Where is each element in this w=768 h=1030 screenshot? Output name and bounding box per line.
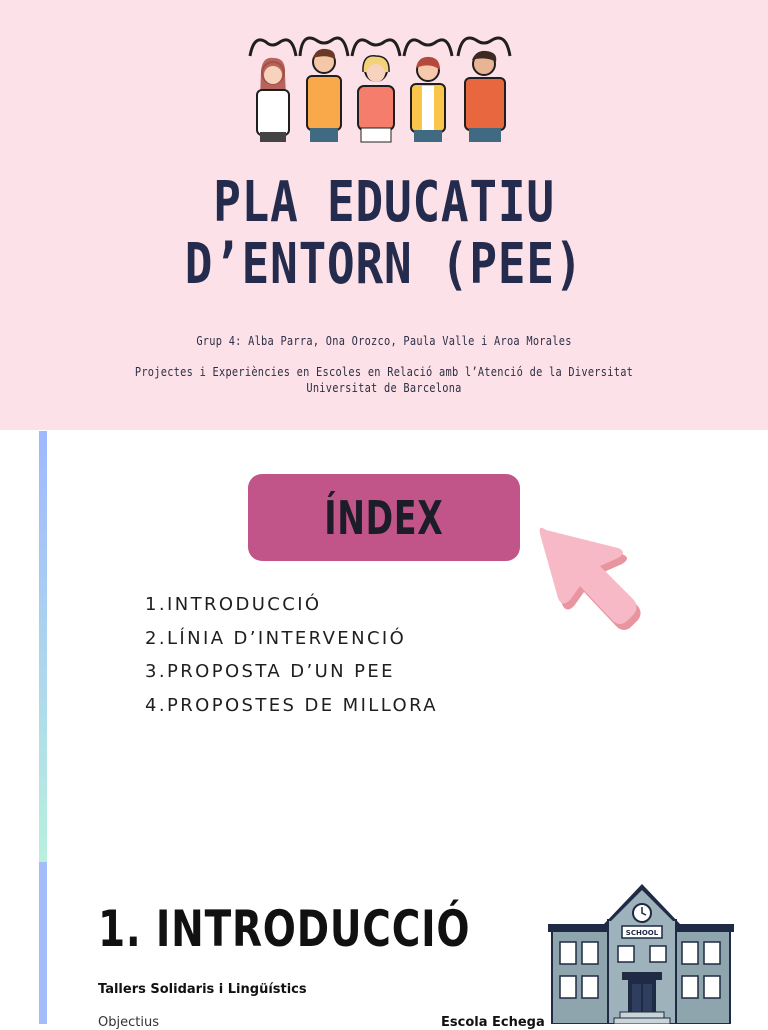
university-name: Universitat de Barcelona — [306, 381, 462, 395]
cover-title-line2: D’ENTORN (PEE) — [184, 232, 584, 297]
cursor-arrow-icon — [532, 516, 642, 630]
school-label: Escola Echega — [441, 1015, 545, 1030]
school-building-icon — [548, 880, 734, 1024]
cover-section — [0, 0, 768, 430]
side-bar-intro — [39, 862, 47, 1024]
index-item[interactable]: 3.PROPOSTA D’UN PEE — [145, 661, 395, 682]
objectives-label: Objectius — [98, 1015, 159, 1030]
group-authors: Grup 4: Alba Parra, Ona Orozco, Paula Valle i Aroa Morales — [196, 334, 572, 348]
five-people-heart-hands-icon — [240, 28, 530, 143]
index-item[interactable]: 4.PROPOSTES DE MILLORA — [145, 694, 438, 716]
course-name: Projectes i Experiències en Escoles en Relació amb l’Atenció de la Diversitat — [134, 365, 634, 379]
index-title: ÍNDEX — [324, 490, 444, 545]
side-bar-index — [39, 431, 47, 862]
index-title-box — [248, 474, 520, 561]
index-item[interactable]: 2.LÍNIA D’INTERVENCIÓ — [145, 627, 407, 649]
intro-subheading: Tallers Solidaris i Lingüístics — [98, 982, 307, 997]
intro-heading: 1. INTRODUCCIÓ — [98, 900, 471, 958]
index-list — [145, 592, 438, 726]
cover-title-line1: PLA EDUCATIU — [213, 170, 555, 235]
index-item[interactable]: 1.INTRODUCCIÓ — [145, 594, 322, 615]
school-sign-text: SCHOOL — [625, 929, 659, 937]
